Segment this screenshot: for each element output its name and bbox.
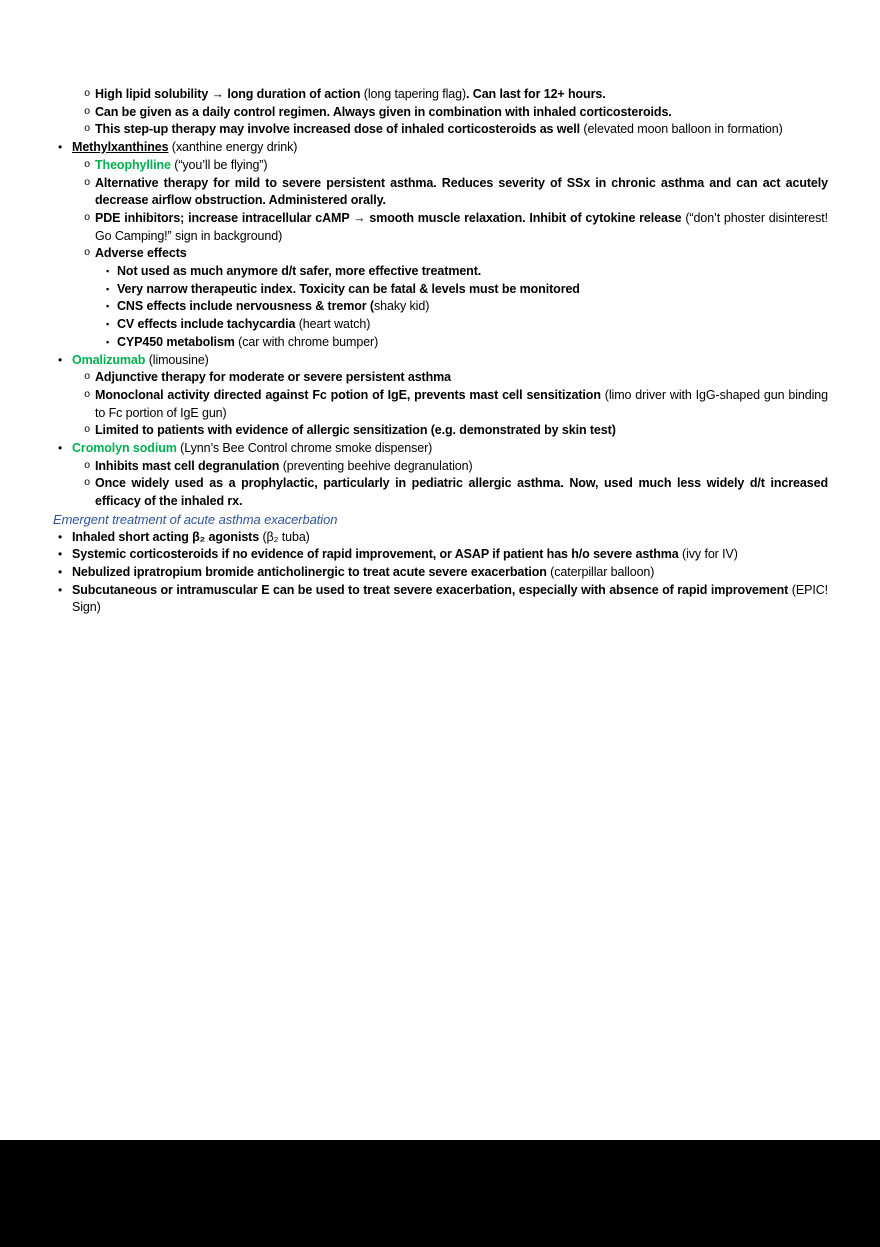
text-segment: (car with chrome bumper) [238,334,379,349]
bullet-marker-icon: ▪ [106,319,110,330]
list-item [0,529,828,547]
text-segment: PDE inhibitors; increase intracellular cAMP → smooth muscle relaxation. Inhibit of cytokine release [95,210,686,225]
text-segment: Inhaled short acting β₂ agonists [72,529,263,544]
text-segment: Adjunctive therapy for moderate or severe persistent asthma [95,370,452,385]
bullet-marker-icon: o [84,176,91,189]
text-segment: shaky kid) [373,299,430,314]
text-segment: Monoclonal activity directed against Fc potion of IgE, prevents mast cell sensitization [95,387,605,402]
text-segment: (ivy for IV) [682,547,738,562]
text-segment: Once widely used as a prophylactic, particularly in pediatric allergic asthma. Now, used much less widely d/t increased efficacy of the inhaled rx. [95,476,828,509]
text-segment: Very narrow therapeutic index. Toxicity can be fatal & levels must be monitored [117,281,580,296]
bullet-marker-icon: • [58,441,63,456]
bullet-marker-icon: ▪ [106,301,110,312]
text-segment: . Can last for 12+ hours. [466,87,606,101]
text-segment: Can be given as a daily control regimen. Always given in combination with inhaled corticosteroids. [95,104,672,119]
bullet-marker-icon: o [84,211,91,224]
text-segment: (long tapering flag) [363,87,467,101]
text-segment: Nebulized ipratropium bromide anticholinergic to treat acute severe exacerbation [72,564,551,579]
bullet-marker-icon: o [84,424,91,437]
bullet-marker-icon: o [84,477,91,490]
bullet-marker-icon: o [84,123,91,136]
bullet-marker-icon: • [58,582,63,597]
text-segment: CNS effects include nervousness & tremor ( [117,299,374,314]
list-item [0,440,828,458]
bullet-marker-icon: ▪ [106,336,110,347]
list-item [0,475,828,510]
text-segment: (elevated moon balloon in formation) [583,122,783,137]
text-segment: Omalizumab [72,352,146,367]
bullet-marker-icon: • [58,547,63,562]
list-item [0,157,828,175]
text-segment: Systemic corticosteroids if no evidence of rapid improvement, or ASAP if patient has h/o severe asthma [72,547,683,562]
list-item [0,387,828,422]
bullet-marker-icon: • [58,529,63,544]
list-item [0,281,828,299]
text-segment: Limited to patients with evidence of allergic sensitization (e.g. demonstrated by skin test) [95,423,616,438]
text-segment: Methylxanthines [72,140,169,155]
text-segment: (caterpillar balloon) [550,564,655,579]
text-segment: CYP450 metabolism [117,334,239,349]
list-item [0,121,828,139]
bullet-marker-icon: • [58,564,63,579]
text-segment: Not used as much anymore d/t safer, more effective treatment. [117,264,482,279]
list-item [0,422,828,440]
list-item [0,564,828,582]
list-item [0,298,828,316]
list-item [0,546,828,564]
list-item [0,582,828,617]
text-segment: (Lynn’s Bee Control chrome smoke dispenser) [176,441,433,456]
list-item [0,139,828,157]
text-segment: Adverse effects [95,246,187,261]
list-item [0,352,828,370]
text-segment: Cromolyn sodium [72,441,177,456]
text-segment: (“don’t phoster disinterest! Go Camping!” sign in background) [95,210,828,243]
list-item [0,104,828,122]
text-segment: (EPIC! Sign) [72,582,828,615]
text-segment: (xanthine energy drink) [168,140,298,155]
bullet-marker-icon: o [84,158,91,171]
text-segment: (limousine) [145,352,209,367]
bullet-marker-icon: • [58,352,63,367]
text-segment: Alternative therapy for mild to severe persistent asthma. Reduces severity of SSx in chronic asthma and can act acutely decrease airflow obstruction. Administered orally. [95,175,828,208]
text-segment: CV effects include tachycardia [117,317,299,332]
bullet-marker-icon: ▪ [106,283,110,294]
bullet-marker-icon: o [84,388,91,401]
list-item [0,175,828,210]
list-item [0,86,828,104]
bullet-marker-icon: o [84,105,91,118]
text-segment: This step-up therapy may involve increased dose of inhaled corticosteroids as well [95,122,584,137]
bullet-marker-icon: o [84,459,91,472]
text-segment: Inhibits mast cell degranulation [95,458,283,473]
section-heading: Emergent treatment of acute asthma exacerbation [53,511,338,527]
list-item [0,369,828,387]
text-segment: (“you’ll be flying”) [170,157,268,172]
list-item [0,245,828,263]
bullet-marker-icon: • [58,140,63,155]
notes-content [0,86,828,617]
text-segment: (limo driver with IgG-shaped gun binding to Fc portion of IgE gun) [95,387,829,420]
bullet-marker-icon: o [84,247,91,260]
text-segment: (β₂ tuba) [262,529,310,544]
list-item [0,458,828,476]
list-item [0,334,828,352]
list-item [0,263,828,281]
text-segment: (preventing beehive degranulation) [282,458,473,473]
bullet-marker-icon: o [84,371,91,384]
bullet-marker-icon: ▪ [106,266,110,277]
bottom-letterbox-bar [0,1140,880,1247]
text-segment: Subcutaneous or intramuscular E can be used to treat severe exacerbation, especially with absence of rapid improvement [72,582,792,597]
list-item [0,210,828,245]
text-segment: Theophylline [95,157,171,172]
text-segment: High lipid solubility → long duration of action [95,87,364,101]
bullet-marker-icon: o [84,88,91,100]
text-segment: (heart watch) [298,317,371,332]
list-item [0,316,828,334]
